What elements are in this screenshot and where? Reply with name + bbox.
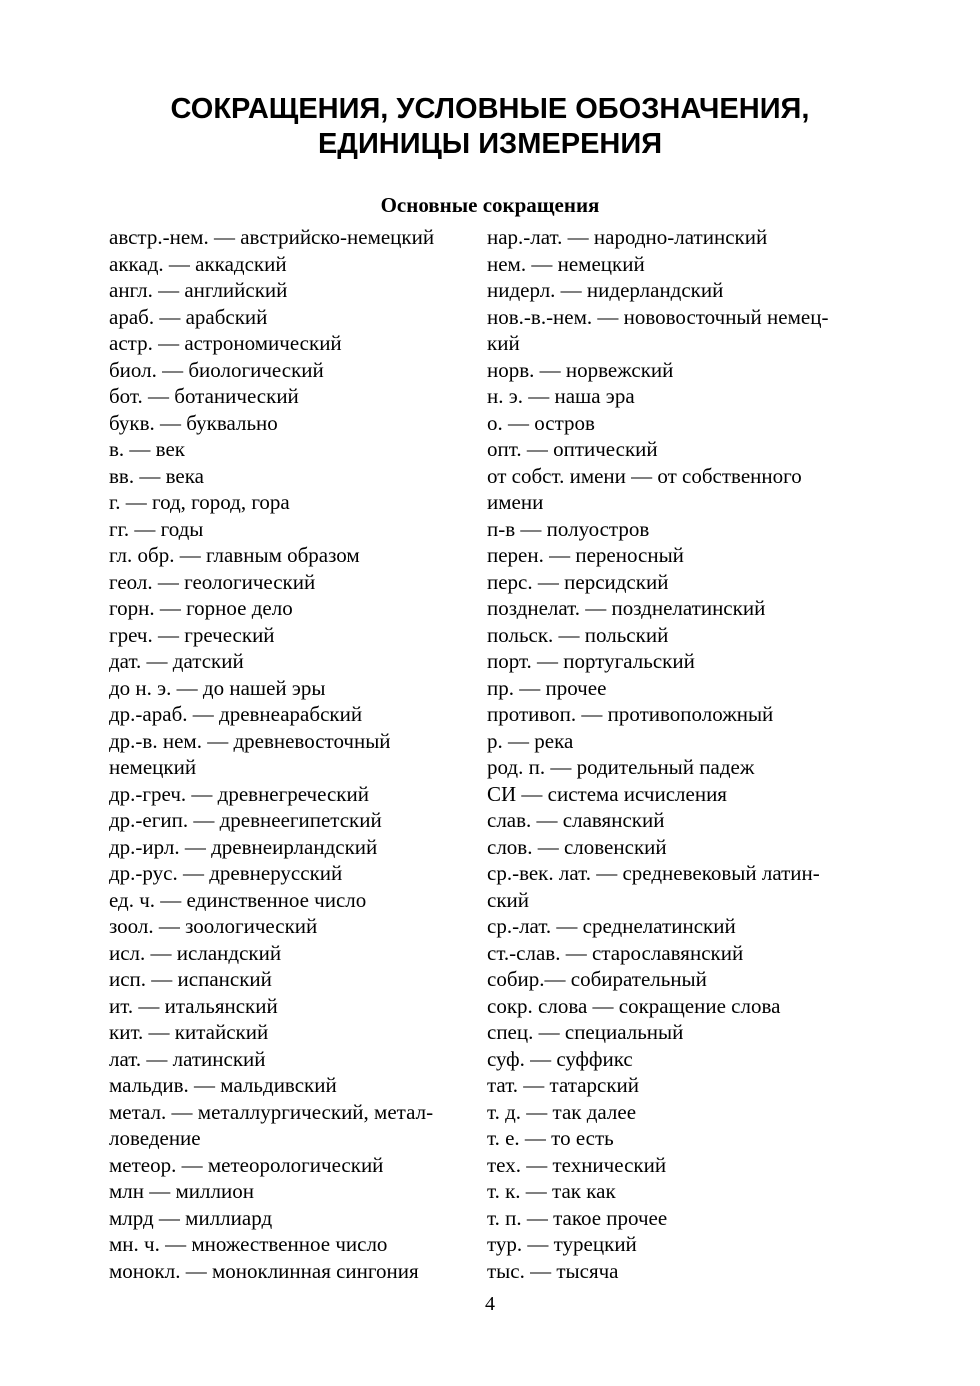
title-line-1: СОКРАЩЕНИЯ, УСЛОВНЫЕ ОБОЗНАЧЕНИЯ, — [170, 93, 810, 125]
abbreviation-entry: род. п. — родительный падеж — [487, 755, 755, 779]
section-subtitle: Основные сокращения — [380, 193, 600, 217]
abbreviation-entry: ст.-слав. — старославянский — [487, 940, 744, 965]
abbreviation-list-left — [109, 224, 479, 1284]
abbreviation-entry: немецкий — [109, 755, 197, 779]
abbreviation-entry: пр. — прочее — [487, 675, 607, 700]
page-number: 4 — [485, 1293, 495, 1315]
abbreviation-entry: греч. — греческий — [109, 622, 275, 647]
abbreviation-entry: араб. — арабский — [109, 304, 268, 329]
abbreviation-entry: ср.-век. лат. — средневековый латин- — [487, 861, 820, 885]
abbreviation-entry: ед. ч. — единственное число — [109, 887, 367, 912]
title-line-2: ЕДИНИЦЫ ИЗМЕРЕНИЯ — [317, 128, 663, 160]
abbreviation-entry: бот. — ботанический — [109, 384, 299, 408]
abbreviation-entry: др.-греч. — древнегреческий — [109, 781, 369, 806]
abbreviation-entry: гг. — годы — [109, 516, 204, 541]
abbreviation-entry: т. к. — так как — [487, 1179, 616, 1203]
abbreviation-entry: тыс. — тысяча — [487, 1258, 619, 1283]
abbreviation-entry: млн — миллион — [109, 1179, 254, 1203]
abbreviation-entry: г. — год, город, гора — [109, 490, 290, 514]
abbreviation-entry: аккад. — аккадский — [109, 251, 287, 276]
abbreviation-entry: др.-ирл. — древнеирландский — [109, 834, 378, 859]
abbreviation-entry: т. е. — то есть — [487, 1126, 614, 1150]
abbreviation-entry: исп. — испанский — [109, 967, 272, 991]
abbreviation-entry: имени — [487, 490, 544, 514]
abbreviation-entry: собир.— собирательный — [487, 967, 707, 991]
abbreviation-entry: астр. — астрономический — [109, 331, 342, 355]
abbreviation-entry: австр.-нем. — австрийско-немецкий — [109, 225, 435, 249]
abbreviation-entry: ср.-лат. — среднелатинский — [487, 914, 736, 938]
abbreviation-entry: опт. — оптический — [487, 437, 658, 461]
abbreviation-entry: противоп. — противоположный — [487, 702, 774, 726]
abbreviation-entry: н. э. — наша эра — [487, 384, 635, 408]
abbreviation-entry: нар.-лат. — народно-латинский — [487, 225, 768, 249]
abbreviation-entry: горн. — горное дело — [109, 596, 293, 620]
abbreviation-entry: СИ — система исчисления — [487, 781, 727, 806]
abbreviation-entry: англ. — английский — [109, 278, 288, 302]
abbreviation-entry: польск. — польский — [487, 622, 669, 647]
abbreviation-list-right — [487, 224, 872, 1284]
abbreviation-entry: перен. — переносный — [487, 543, 684, 567]
abbreviation-entry: тур. — турецкий — [487, 1232, 637, 1256]
abbreviation-entry: порт. — португальский — [487, 649, 695, 673]
abbreviation-entry: млрд — миллиард — [109, 1205, 273, 1230]
abbreviation-entry: лат. — латинский — [109, 1046, 266, 1071]
abbreviation-entry: исл. — исландский — [109, 940, 282, 965]
abbreviation-entry: кий — [487, 331, 520, 355]
abbreviation-entry: позднелат. — позднелатинский — [487, 596, 766, 620]
abbreviation-entry: букв. — буквально — [109, 410, 278, 435]
abbreviation-entry: т. д. — так далее — [487, 1099, 637, 1124]
abbreviation-entry: кит. — китайский — [109, 1020, 269, 1044]
abbreviation-entry: метеор. — метеорологический — [109, 1152, 384, 1177]
abbreviation-entry: др.-араб. — древнеарабский — [109, 702, 363, 726]
abbreviation-entry: биол. — биологический — [109, 357, 324, 382]
abbreviation-entry: мальдив. — мальдивский — [109, 1073, 337, 1097]
abbreviation-entry: метал. — металлургический, метал- — [109, 1099, 434, 1124]
abbreviation-entry: вв. — века — [109, 463, 204, 488]
abbreviation-entry: зоол. — зоологический — [109, 914, 318, 938]
abbreviation-entry: монокл. — моноклинная сингония — [109, 1258, 419, 1283]
abbreviation-entry: мн. ч. — множественное число — [109, 1232, 388, 1256]
abbreviation-entry: от собст. имени — от собственного — [487, 463, 802, 488]
abbreviation-entry: норв. — норвежский — [487, 357, 674, 382]
abbreviation-entry: др.-в. нем. — древневосточный — [109, 728, 391, 753]
page-title — [0, 92, 980, 162]
abbreviation-entry: в. — век — [109, 437, 185, 461]
abbreviation-entry: нидерл. — нидерландский — [487, 278, 724, 302]
abbreviation-entry: п-в — полуостров — [487, 516, 650, 541]
abbreviation-entry: др.-рус. — древнерусский — [109, 861, 343, 885]
abbreviation-entry: нем. — немецкий — [487, 251, 645, 276]
abbreviation-entry: до н. э. — до нашей эры — [109, 675, 326, 700]
abbreviation-entry: о. — остров — [487, 410, 595, 435]
abbreviation-entry: ловедение — [109, 1126, 201, 1150]
abbreviation-entry: слав. — славянский — [487, 808, 665, 832]
abbreviation-entry: ский — [487, 887, 529, 912]
abbreviation-entry: др.-егип. — древнеегипетский — [109, 808, 382, 832]
abbreviation-entry: геол. — геологический — [109, 569, 316, 594]
abbreviation-entry: нов.-в.-нем. — нововосточный немец- — [487, 304, 829, 329]
abbreviation-entry: перс. — персидский — [487, 569, 669, 594]
abbreviation-entry: сокр. слова — сокращение слова — [487, 993, 781, 1018]
abbreviation-entry: тех. — технический — [487, 1152, 667, 1177]
abbreviation-entry: тат. — татарский — [487, 1073, 640, 1097]
abbreviation-entry: ит. — итальянский — [109, 993, 278, 1018]
abbreviation-entry: гл. обр. — главным образом — [109, 543, 360, 567]
abbreviation-entry: слов. — словенский — [487, 834, 667, 859]
abbreviation-entry: р. — река — [487, 728, 574, 753]
abbreviation-entry: суф. — суффикс — [487, 1046, 633, 1071]
abbreviation-entry: т. п. — такое прочее — [487, 1205, 668, 1230]
abbreviation-entry: дат. — датский — [109, 649, 244, 673]
abbreviation-entry: спец. — специальный — [487, 1020, 684, 1044]
